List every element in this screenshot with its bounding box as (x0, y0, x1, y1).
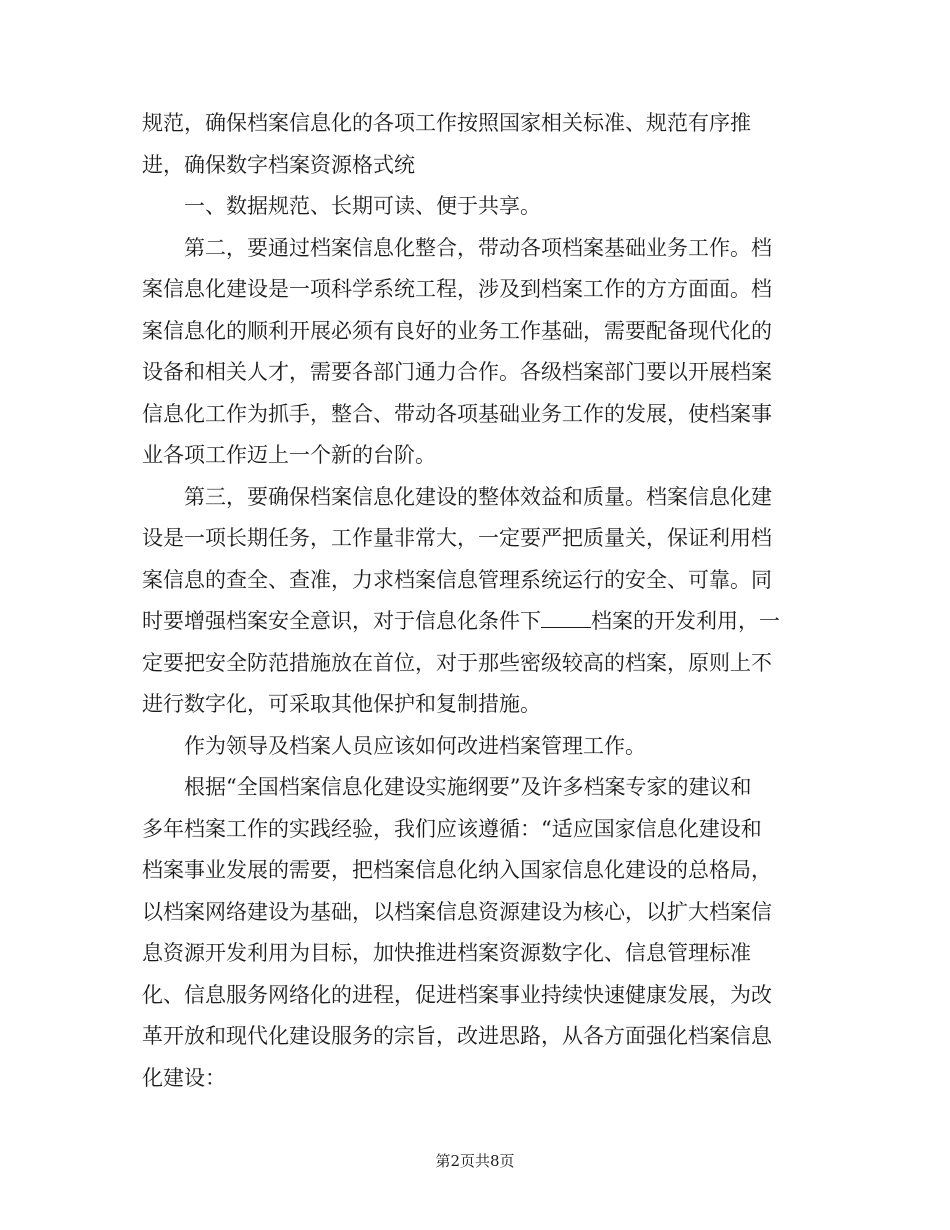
text-line: 信息化工作为抓手，整合、带动各项基础业务工作的发展，使档案事 (142, 401, 772, 426)
text-line: 以档案网络建设为基础，以档案信息资源建设为核心，以扩大档案信 (142, 899, 772, 924)
text-line: 案信息化的顺利开展必须有良好的业务工作基础，需要配备现代化的 (142, 318, 772, 343)
page-number: 第2页共8页 (435, 1152, 515, 1170)
text-line: 化建设： (142, 1065, 226, 1090)
paragraph-start: 根据“全国档案信息化建设实施纲要”及许多档案专家的建议和 (184, 775, 752, 799)
paragraph-start: 第三，要确保档案信息化建设的整体效益和质量。档案信息化建 (184, 484, 772, 509)
text-line: 息资源开发利用为目标，加快推进档案资源数字化、信息管理标准 (142, 941, 751, 965)
text-line: 多年档案工作的实践经验，我们应该遵循：“适应国家信息化建设和 (142, 816, 762, 841)
text-line: 革开放和现代化建设服务的宗旨，改进思路，从各方面强化档案信息 (142, 1024, 772, 1048)
paragraph-start: 一、数据规范、长期可读、便于共享。 (184, 194, 541, 218)
paragraph-start: 作为领导及档案人员应该如何改进档案管理工作。 (184, 733, 646, 758)
text-line: 进，确保数字档案资源格式统 (142, 152, 415, 177)
document-body (142, 103, 802, 1099)
text-line: 设是一项长期任务，工作量非常大，一定要严把质量关，保证利用档 (142, 526, 772, 550)
text-line: 案信息的查全、查准，力求档案信息管理系统运行的安全、可靠。同 (142, 567, 772, 592)
text-line: 案信息化建设是一项科学系统工程，涉及到档案工作的方方面面。档 (142, 277, 772, 301)
text-line: 规范，确保档案信息化的各项工作按照国家相关标准、规范有序推 (142, 111, 751, 135)
text-line: 设备和相关人才，需要各部门通力合作。各级档案部门要以开展档案 (142, 360, 772, 384)
text-line-with-blank (142, 601, 802, 643)
text-line: 档案事业发展的需要，把档案信息化纳入国家信息化建设的总格局， (142, 858, 772, 882)
text-segment: 档案的开发利用，一 (591, 609, 780, 633)
text-line: 定要把安全防范措施放在首位，对于那些密级较高的档案，原则上不 (142, 650, 772, 675)
paragraph-start: 第二，要通过档案信息化整合，带动各项档案基础业务工作。档 (184, 235, 772, 260)
text-line: 业各项工作迈上一个新的台阶。 (142, 443, 436, 467)
text-segment: 时要增强档案安全意识，对于信息化条件下 (142, 609, 541, 633)
fill-in-blank (541, 609, 591, 628)
text-line: 化、信息服务网络化的进程，促进档案事业持续快速健康发展，为改 (142, 982, 772, 1007)
text-line: 进行数字化，可采取其他保护和复制措施。 (142, 692, 541, 716)
